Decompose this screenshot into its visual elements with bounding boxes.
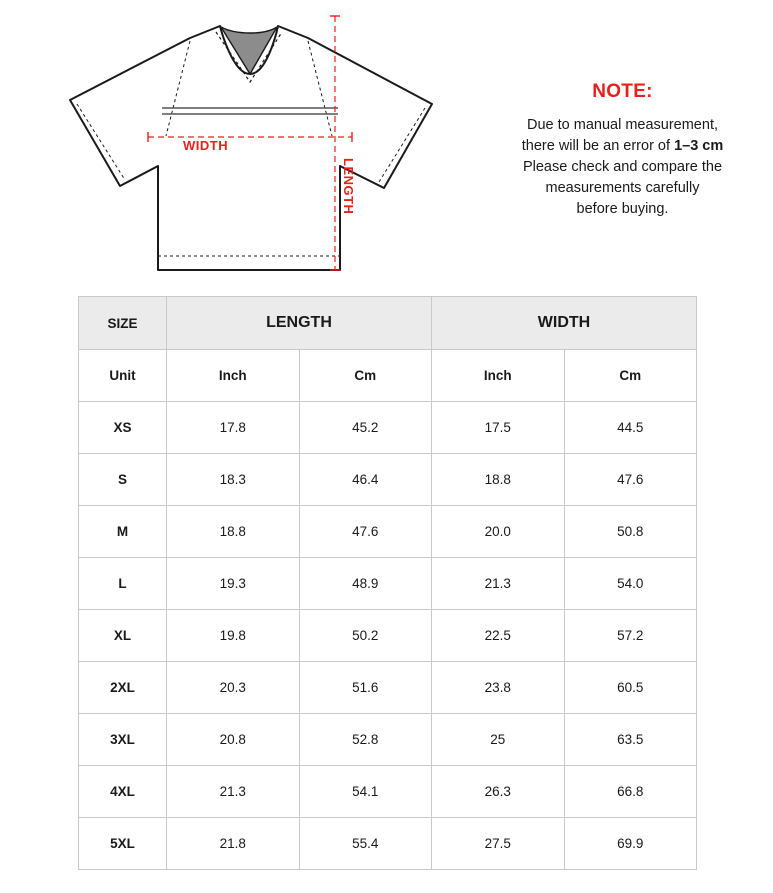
note-line-1: Due to manual measurement, xyxy=(526,116,718,133)
header-length: LENGTH xyxy=(167,297,432,350)
row-width-cm: 50.8 xyxy=(564,506,697,558)
note-line-4: measurements carefully xyxy=(545,179,700,196)
row-size: 3XL xyxy=(79,714,167,766)
row-length-cm: 48.9 xyxy=(299,558,432,610)
row-length-cm: 54.1 xyxy=(299,766,432,818)
note-line-5: before buying. xyxy=(576,200,669,217)
row-length-cm: 55.4 xyxy=(299,818,432,870)
row-length-cm: 45.2 xyxy=(299,402,432,454)
row-length-inch: 19.3 xyxy=(167,558,300,610)
row-size: S xyxy=(79,454,167,506)
row-length-cm: 51.6 xyxy=(299,662,432,714)
note-title: NOTE: xyxy=(592,81,653,102)
note-block xyxy=(480,78,765,220)
header-width: WIDTH xyxy=(432,297,697,350)
row-length-inch: 17.8 xyxy=(167,402,300,454)
table-row xyxy=(79,714,697,766)
note-error-value: 1–3 cm xyxy=(674,137,724,154)
row-size: 4XL xyxy=(79,766,167,818)
table-row xyxy=(79,558,697,610)
row-length-cm: 52.8 xyxy=(299,714,432,766)
table-row xyxy=(79,610,697,662)
row-length-cm: 47.6 xyxy=(299,506,432,558)
row-width-inch: 25 xyxy=(432,714,565,766)
row-length-inch: 18.8 xyxy=(167,506,300,558)
unit-length-cm: Cm xyxy=(299,350,432,402)
row-width-cm: 44.5 xyxy=(564,402,697,454)
unit-length-inch: Inch xyxy=(167,350,300,402)
row-size: XS xyxy=(79,402,167,454)
row-length-inch: 20.3 xyxy=(167,662,300,714)
garment-diagram xyxy=(40,8,480,278)
row-width-inch: 17.5 xyxy=(432,402,565,454)
size-chart-table-wrap xyxy=(78,296,696,870)
note-line-2-text: there will be an error of xyxy=(521,137,675,154)
row-length-inch: 21.8 xyxy=(167,818,300,870)
table-row xyxy=(79,766,697,818)
row-size: XL xyxy=(79,610,167,662)
row-width-inch: 22.5 xyxy=(432,610,565,662)
row-width-inch: 23.8 xyxy=(432,662,565,714)
row-width-cm: 47.6 xyxy=(564,454,697,506)
note-line-3: Please check and compare the xyxy=(522,158,723,175)
row-width-cm: 66.8 xyxy=(564,766,697,818)
row-length-inch: 21.3 xyxy=(167,766,300,818)
header-size: SIZE xyxy=(79,297,167,350)
row-width-inch: 26.3 xyxy=(432,766,565,818)
table-row xyxy=(79,454,697,506)
row-width-cm: 60.5 xyxy=(564,662,697,714)
row-width-cm: 69.9 xyxy=(564,818,697,870)
table-group-header-row xyxy=(79,297,697,350)
row-size: 5XL xyxy=(79,818,167,870)
row-length-cm: 46.4 xyxy=(299,454,432,506)
table-unit-row xyxy=(79,350,697,402)
row-size: L xyxy=(79,558,167,610)
unit-label: Unit xyxy=(79,350,167,402)
row-size: M xyxy=(79,506,167,558)
row-width-inch: 20.0 xyxy=(432,506,565,558)
tshirt-illustration xyxy=(40,8,480,278)
unit-width-cm: Cm xyxy=(564,350,697,402)
table-row xyxy=(79,662,697,714)
row-size: 2XL xyxy=(79,662,167,714)
width-label: WIDTH xyxy=(183,138,229,153)
row-length-inch: 20.8 xyxy=(167,714,300,766)
row-width-inch: 18.8 xyxy=(432,454,565,506)
size-chart-table xyxy=(78,296,697,870)
table-row xyxy=(79,402,697,454)
table-row xyxy=(79,506,697,558)
row-length-inch: 19.8 xyxy=(167,610,300,662)
row-width-cm: 57.2 xyxy=(564,610,697,662)
row-width-inch: 21.3 xyxy=(432,558,565,610)
row-width-inch: 27.5 xyxy=(432,818,565,870)
row-length-cm: 50.2 xyxy=(299,610,432,662)
length-label: LENGTH xyxy=(341,158,356,215)
diagram-section xyxy=(0,0,773,290)
table-row xyxy=(79,818,697,870)
note-line-2 xyxy=(480,136,765,157)
row-width-cm: 63.5 xyxy=(564,714,697,766)
row-length-inch: 18.3 xyxy=(167,454,300,506)
unit-width-inch: Inch xyxy=(432,350,565,402)
row-width-cm: 54.0 xyxy=(564,558,697,610)
